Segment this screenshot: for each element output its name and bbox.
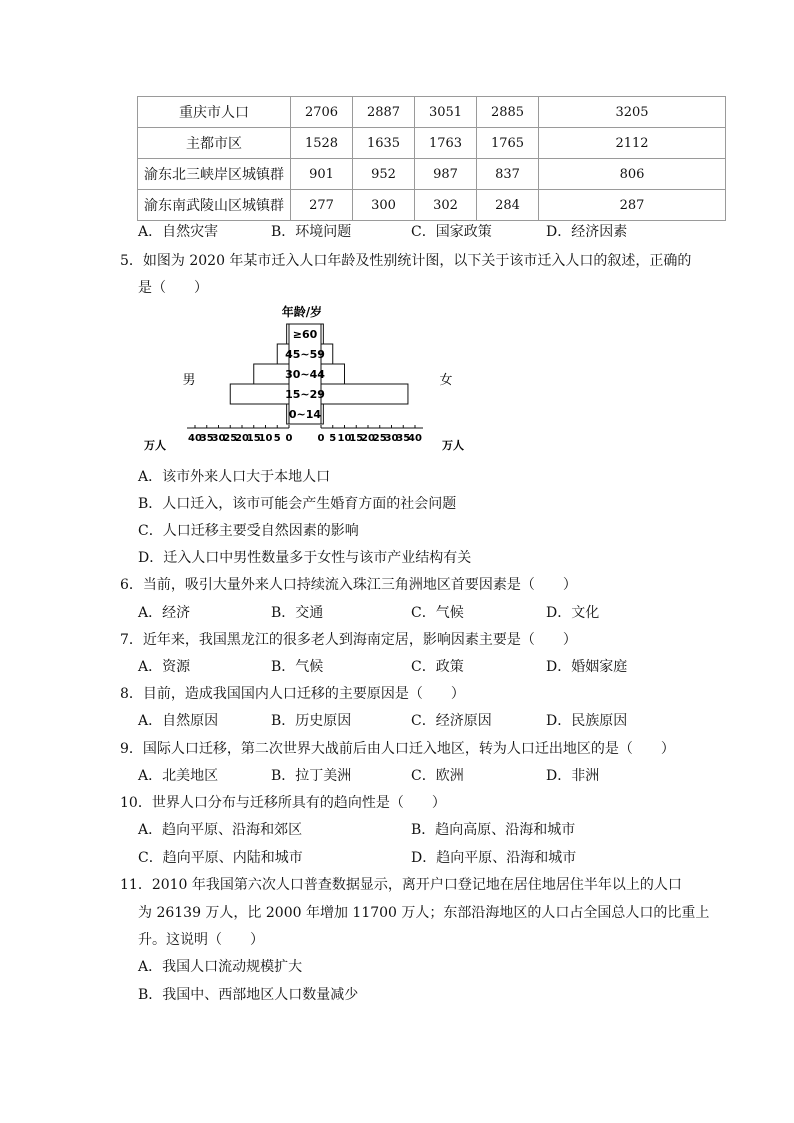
q8-stem: 8．目前，造成我国国内人口迁移的主要原因是（ ） [120,686,465,702]
x-tick-label: 15 [246,433,261,444]
table-cell: 渝东南武陵山区城镇群 [138,190,291,221]
table-row [138,159,726,190]
table-cell: 1763 [415,128,477,159]
q10-option-b[interactable]: B．趋向高原、沿海和城市 [411,822,576,838]
x-tick-label: 40 [188,433,202,444]
q6-option-a[interactable]: A．经济 [138,605,191,621]
table-cell: 987 [415,159,477,190]
x-tick-label: 5 [329,433,337,444]
q11-stem-line1: 11．2010 年我国第六次人口普查数据显示，离开户口登记地在居住地居住半年以上的人口 [120,877,682,893]
x-tick-label: 10 [337,433,352,444]
age-group-label: 0~14 [288,408,322,421]
table-cell: 952 [353,159,415,190]
table-cell: 主都市区 [138,128,291,159]
table-row [138,128,726,159]
q11-option-b[interactable]: B．我国中、西部地区人口数量减少 [138,987,359,1003]
table-cell: 1528 [291,128,353,159]
q4-option-a[interactable]: A．自然灾害 [138,224,219,240]
female-bar [321,384,408,404]
table-cell: 806 [539,159,726,190]
table-cell: 2706 [291,97,353,128]
table-row [138,97,726,128]
age-group-label: 45~59 [285,348,325,361]
x-tick-label: 15 [349,433,364,444]
table-cell: 901 [291,159,353,190]
population-table [137,96,726,221]
table-cell: 1765 [477,128,539,159]
q11-option-a[interactable]: A．我国人口流动规模扩大 [138,959,303,975]
x-tick-label: 25 [372,433,387,444]
q11-stem-line2: 为 26139 万人，比 2000 年增加 11700 万人；东部沿海地区的人口占全国总人口的比重上 [138,905,710,921]
male-bar [230,384,289,404]
q5-option-b[interactable]: B．人口迁入，该市可能会产生婚育方面的社会问题 [138,496,457,512]
table-row [138,190,726,221]
q9-option-a[interactable]: A．北美地区 [138,768,219,784]
x-tick-label: 35 [199,433,214,444]
x-tick-label: 35 [396,433,411,444]
x-tick-label: 25 [223,433,238,444]
table-cell: 渝东北三峡岸区城镇群 [138,159,291,190]
x-axis-label-left: 万人 [144,439,166,452]
q9-option-b[interactable]: B．拉丁美洲 [271,768,352,784]
q4-option-d[interactable]: D．经济因素 [546,224,628,240]
table-cell: 2885 [477,97,539,128]
q7-option-b[interactable]: B．气候 [271,659,324,675]
q8-option-c[interactable]: C．经济原因 [411,713,492,729]
table-cell: 3205 [539,97,726,128]
female-bar [321,324,323,344]
q8-option-b[interactable]: B．历史原因 [271,713,352,729]
q10-option-c[interactable]: C．趋向平原、内陆和城市 [138,850,303,866]
q10-option-d[interactable]: D．趋向平原、沿海和城市 [411,850,577,866]
q7-option-c[interactable]: C．政策 [411,659,464,675]
age-group-label: 15~29 [285,388,325,401]
table-cell: 837 [477,159,539,190]
male-bar [254,364,289,384]
q7-stem: 7．近年来，我国黑龙江的很多老人到海南定居，影响因素主要是（ ） [120,632,577,648]
table-cell: 2887 [353,97,415,128]
q5-option-a[interactable]: A．该市外来人口大于本地人口 [138,469,331,485]
q4-option-b[interactable]: B．环境问题 [271,224,352,240]
q4-option-c[interactable]: C．国家政策 [411,224,492,240]
age-group-label: 30~44 [285,368,325,381]
table-cell: 1635 [353,128,415,159]
population-pyramid-chart [140,300,480,460]
x-axis-label-right: 万人 [442,439,464,452]
table-cell: 277 [291,190,353,221]
x-tick-label: 20 [361,433,375,444]
x-tick-label: 30 [211,433,226,444]
x-tick-label: 20 [235,433,249,444]
q10-stem: 10．世界人口分布与迁移所具有的趋向性是（ ） [120,795,446,811]
x-tick-label: 0 [285,433,293,444]
q5-stem-line1: 5．如图为 2020 年某市迁入人口年龄及性别统计图，以下关于该市迁入人口的叙述，正确的 [120,253,692,269]
table-cell: 300 [353,190,415,221]
q10-option-a[interactable]: A．趋向平原、沿海和郊区 [138,822,303,838]
x-tick-label: 40 [408,433,422,444]
q5-option-c[interactable]: C．人口迁移主要受自然因素的影响 [138,523,359,539]
q8-option-a[interactable]: A．自然原因 [138,713,219,729]
female-bar [321,404,323,424]
q5-stem-line2: 是（ ） [138,280,208,296]
female-label: 女 [439,373,453,388]
table-cell: 重庆市人口 [138,97,291,128]
q7-option-a[interactable]: A．资源 [138,659,191,675]
q8-option-d[interactable]: D．民族原因 [546,713,628,729]
q7-option-d[interactable]: D．婚姻家庭 [546,659,628,675]
male-bar [287,324,289,344]
x-tick-label: 5 [273,433,281,444]
q6-option-c[interactable]: C．气候 [411,605,464,621]
q9-option-c[interactable]: C．欧洲 [411,768,464,784]
table-cell: 284 [477,190,539,221]
q5-option-d[interactable]: D．迁入人口中男性数量多于女性与该市产业结构有关 [138,550,472,566]
table-cell: 302 [415,190,477,221]
table-cell: 2112 [539,128,726,159]
q9-option-d[interactable]: D．非洲 [546,768,600,784]
table-cell: 3051 [415,97,477,128]
chart-title: 年龄/岁 [281,305,323,319]
q6-option-b[interactable]: B．交通 [271,605,324,621]
table-cell: 287 [539,190,726,221]
x-tick-label: 0 [317,433,325,444]
q6-option-d[interactable]: D．文化 [546,605,600,621]
x-tick-label: 10 [258,433,273,444]
x-tick-label: 30 [384,433,399,444]
age-group-label: ≥60 [292,328,318,341]
male-label: 男 [182,373,196,388]
q9-stem: 9．国际人口迁移，第二次世界大战前后由人口迁入地区，转为人口迁出地区的是（ ） [120,741,675,757]
q11-stem-line3: 升。这说明（ ） [138,932,264,948]
q6-stem: 6．当前，吸引大量外来人口持续流入珠江三角洲地区首要因素是（ ） [120,577,577,593]
